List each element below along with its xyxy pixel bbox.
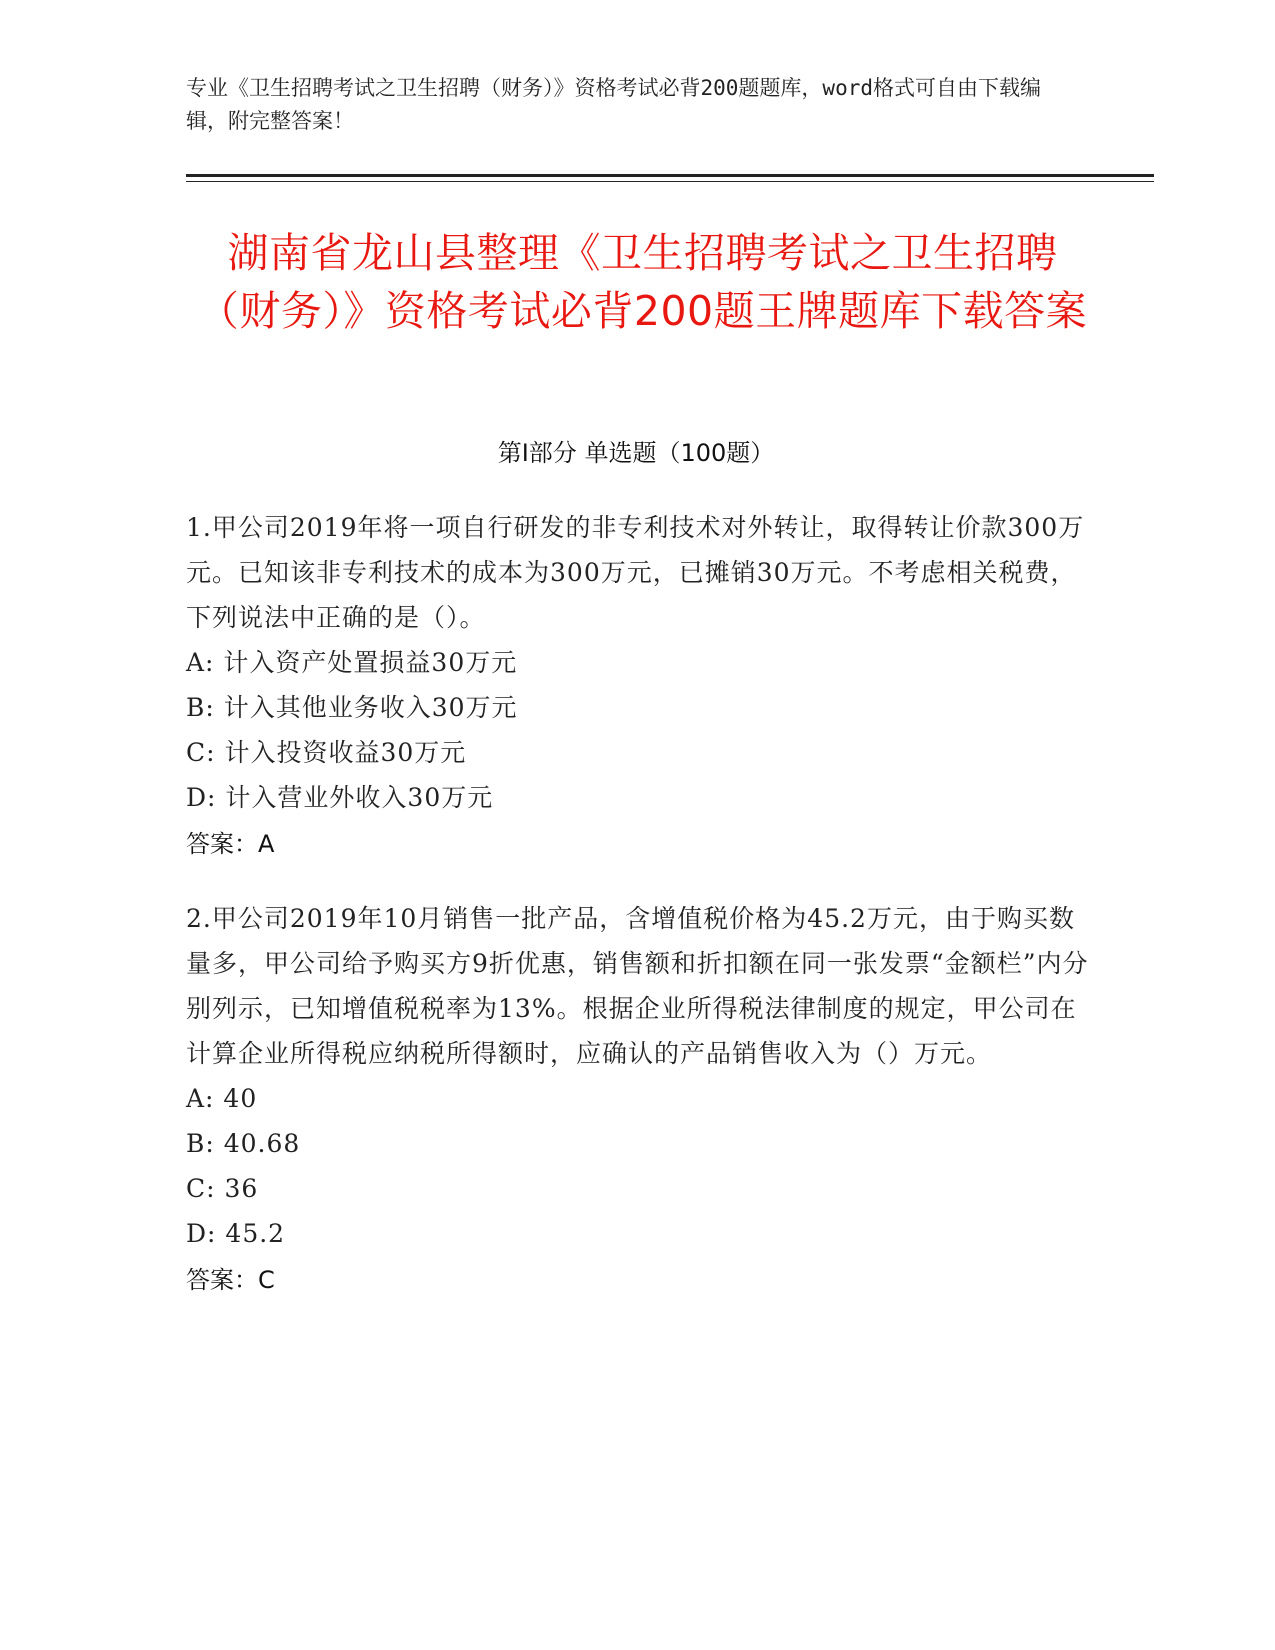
section-title: 第I部分 单选题（100题） — [497, 439, 775, 467]
question-1 — [186, 505, 1091, 867]
option-a: A: 计入资产处置损益30万元 — [186, 648, 518, 677]
option-b: B: 40.68 — [186, 1129, 301, 1158]
header-note: 专业《卫生招聘考试之卫生招聘（财务）》资格考试必背200题题库，word格式可自由下载编辑，附完整答案！ — [186, 76, 1041, 133]
header-divider — [186, 174, 1154, 177]
option-c: C: 计入投资收益30万元 — [186, 738, 467, 767]
option-a: A: 40 — [186, 1084, 258, 1113]
question-stem: 1.甲公司2019年将一项自行研发的非专利技术对外转让，取得转让价款300万元。已知该非专利技术的成本为300万元，已摊销30万元。不考虑相关税费，下列说法中正确的是（）。 — [186, 513, 1085, 632]
option-d: D: 计入营业外收入30万元 — [186, 783, 494, 812]
question-2 — [186, 896, 1091, 1303]
header-divider-thin — [186, 181, 1154, 182]
option-b: B: 计入其他业务收入30万元 — [186, 693, 518, 722]
question-stem: 2.甲公司2019年10月销售一批产品，含增值税价格为45.2万元，由于购买数量多，甲公司给予购买方9折优惠，销售额和折扣额在同一张发票“金额栏”内分别列示，已知增值税税率为13%。根据企业所得税法律制度的规定，甲公司在计算企业所得税应纳税所得额时，应确认的产品销售收入为（）万元。 — [186, 904, 1089, 1068]
document-title: 湖南省龙山县整理《卫生招聘考试之卫生招聘（财务）》资格考试必背200题王牌题库下载答案 — [197, 229, 1088, 335]
answer-label: 答案：C — [186, 1266, 275, 1294]
option-d: D: 45.2 — [186, 1219, 286, 1248]
answer-label: 答案：A — [186, 830, 275, 858]
option-c: C: 36 — [186, 1174, 259, 1203]
